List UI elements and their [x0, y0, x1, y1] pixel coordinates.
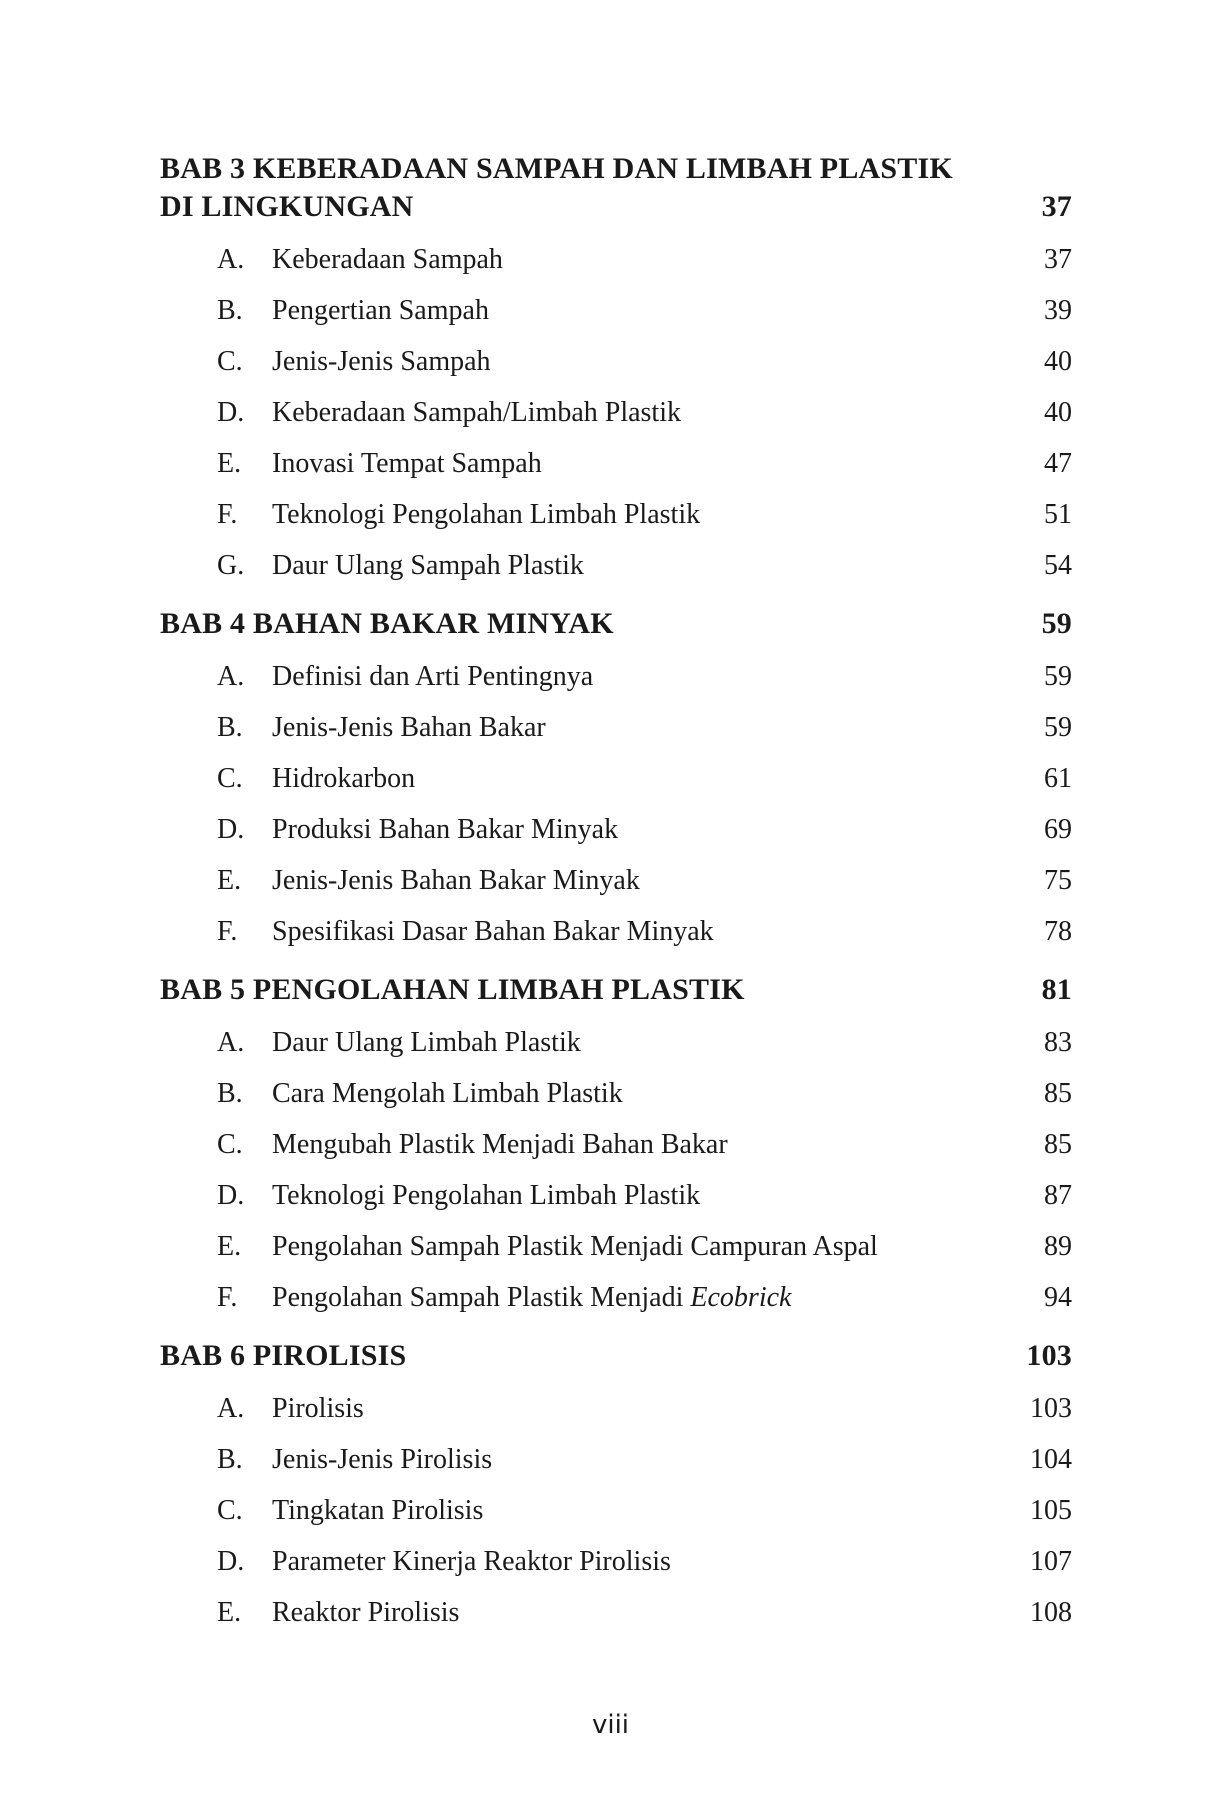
chapter-page-number: 103: [1026, 1339, 1072, 1372]
toc-entry: [160, 1434, 1072, 1485]
entry-letter: C.: [217, 1129, 243, 1160]
chapter-title: BAB 4 BAHAN BAKAR MINYAK: [160, 607, 614, 640]
entry-title: Cara Mengolah Limbah Plastik: [272, 1078, 623, 1109]
entry-page-number: 69: [1044, 814, 1072, 845]
toc-entry: [160, 1017, 1072, 1068]
chapter-bab-4: [160, 605, 1072, 957]
entry-letter: B.: [217, 295, 243, 326]
entry-page-number: 107: [1030, 1546, 1072, 1577]
entry-title: Pengertian Sampah: [272, 295, 489, 326]
entry-page-number: 85: [1044, 1078, 1072, 1109]
chapter-bab-5: [160, 971, 1072, 1323]
entry-title: Keberadaan Sampah: [272, 244, 503, 275]
entry-page-number: 47: [1044, 448, 1072, 479]
entry-page-number: 108: [1030, 1597, 1072, 1628]
chapter-title: BAB 6 PIROLISIS: [160, 1339, 407, 1372]
toc-entry: [160, 1272, 1072, 1323]
chapter-heading: [160, 150, 1072, 226]
entry-letter: C.: [217, 763, 243, 794]
entry-letter: D.: [217, 1180, 245, 1211]
chapter-page-number: 37: [1041, 190, 1072, 223]
entry-list: [160, 1017, 1072, 1323]
toc-entry: [160, 438, 1072, 489]
entry-letter: F.: [217, 916, 238, 947]
toc-entry: [160, 1587, 1072, 1638]
toc-entry: [160, 1536, 1072, 1587]
entry-page-number: 94: [1044, 1282, 1072, 1313]
entry-page-number: 89: [1044, 1231, 1072, 1262]
entry-letter: F.: [217, 1282, 238, 1313]
entry-letter: E.: [217, 448, 242, 479]
entry-page-number: 103: [1030, 1393, 1072, 1424]
toc-entry: [160, 855, 1072, 906]
toc-entry: [160, 540, 1072, 591]
entry-page-number: 75: [1044, 865, 1072, 896]
entry-letter: A.: [217, 661, 245, 692]
entry-title: Daur Ulang Limbah Plastik: [272, 1027, 581, 1058]
chapter-page-number: 59: [1041, 607, 1072, 640]
entry-title: Teknologi Pengolahan Limbah Plastik: [272, 499, 701, 530]
entry-page-number: 51: [1044, 499, 1072, 530]
toc-entry: [160, 234, 1072, 285]
toc-entry: [160, 285, 1072, 336]
toc-entry: [160, 1221, 1072, 1272]
entry-title: Hidrokarbon: [272, 763, 416, 794]
toc-entry: [160, 753, 1072, 804]
entry-title: Teknologi Pengolahan Limbah Plastik: [272, 1180, 701, 1211]
entry-title: Jenis-Jenis Bahan Bakar: [272, 712, 546, 743]
entry-letter: F.: [217, 499, 238, 530]
entry-letter: B.: [217, 1078, 243, 1109]
entry-list: [160, 651, 1072, 957]
entry-title: Produksi Bahan Bakar Minyak: [272, 814, 619, 845]
entry-title: Daur Ulang Sampah Plastik: [272, 550, 584, 581]
entry-page-number: 54: [1044, 550, 1072, 581]
entry-letter: D.: [217, 1546, 245, 1577]
entry-letter: G.: [217, 550, 245, 581]
chapter-bab-3: [160, 150, 1072, 591]
toc-entry: [160, 336, 1072, 387]
entry-letter: C.: [217, 1495, 243, 1526]
entry-page-number: 40: [1044, 346, 1072, 377]
entry-title: Inovasi Tempat Sampah: [272, 448, 542, 479]
entry-title: Mengubah Plastik Menjadi Bahan Bakar: [272, 1129, 728, 1160]
toc-entry: [160, 651, 1072, 702]
entry-page-number: 59: [1044, 712, 1072, 743]
entry-title: Jenis-Jenis Sampah: [272, 346, 491, 377]
toc-entry: [160, 1485, 1072, 1536]
entry-page-number: 39: [1044, 295, 1072, 326]
chapter-heading: [160, 1337, 1072, 1375]
entry-letter: E.: [217, 1231, 242, 1262]
entry-page-number: 78: [1044, 916, 1072, 947]
entry-letter: E.: [217, 865, 242, 896]
entry-list: [160, 234, 1072, 591]
entry-page-number: 87: [1044, 1180, 1072, 1211]
toc-entry: [160, 1068, 1072, 1119]
entry-title: Parameter Kinerja Reaktor Pirolisis: [272, 1546, 671, 1577]
entry-letter: A.: [217, 1393, 245, 1424]
toc-entry: [160, 387, 1072, 438]
toc-entry: [160, 702, 1072, 753]
chapter-heading: [160, 971, 1072, 1009]
entry-title: Reaktor Pirolisis: [272, 1597, 460, 1628]
entry-letter: C.: [217, 346, 243, 377]
toc-entry: [160, 1119, 1072, 1170]
entry-page-number: 104: [1030, 1444, 1072, 1475]
entry-page-number: 40: [1044, 397, 1072, 428]
entry-letter: A.: [217, 244, 245, 275]
entry-page-number: 83: [1044, 1027, 1072, 1058]
chapter-page-number: 81: [1041, 973, 1072, 1006]
toc-entry: [160, 1383, 1072, 1434]
entry-letter: D.: [217, 397, 245, 428]
entry-letter: E.: [217, 1597, 242, 1628]
toc-entry: [160, 906, 1072, 957]
chapter-heading: [160, 605, 1072, 643]
entry-page-number: 37: [1044, 244, 1072, 275]
entry-title: Definisi dan Arti Pentingnya: [272, 661, 594, 692]
entry-page-number: 59: [1044, 661, 1072, 692]
entry-title: Jenis-Jenis Bahan Bakar Minyak: [272, 865, 640, 896]
entry-title: Pengolahan Sampah Plastik Menjadi Campuran Aspal: [272, 1231, 878, 1262]
entry-title: Pirolisis: [272, 1393, 364, 1424]
entry-page-number: 105: [1030, 1495, 1072, 1526]
toc-entry: [160, 804, 1072, 855]
entry-letter: B.: [217, 1444, 243, 1475]
entry-title: Keberadaan Sampah/Limbah Plastik: [272, 397, 681, 428]
entry-page-number: 61: [1044, 763, 1072, 794]
chapter-title: BAB 3 KEBERADAAN SAMPAH DAN LIMBAH PLASTIK DI LINGKUNGAN: [160, 152, 953, 223]
entry-list: [160, 1383, 1072, 1638]
chapter-bab-6: [160, 1337, 1072, 1638]
entry-letter: A.: [217, 1027, 245, 1058]
entry-title: Jenis-Jenis Pirolisis: [272, 1444, 493, 1475]
entry-title: Spesifikasi Dasar Bahan Bakar Minyak: [272, 916, 714, 947]
entry-page-number: 85: [1044, 1129, 1072, 1160]
entry-title-text: Pengolahan Sampah Plastik Menjadi: [272, 1282, 684, 1313]
table-of-contents: [160, 150, 1072, 1652]
entry-title-italic: Ecobrick: [690, 1282, 792, 1313]
toc-entry: [160, 1170, 1072, 1221]
entry-title: [272, 1272, 791, 1323]
chapter-title: BAB 5 PENGOLAHAN LIMBAH PLASTIK: [160, 973, 745, 1006]
entry-letter: D.: [217, 814, 245, 845]
page-number-footer: viii: [591, 1710, 630, 1740]
entry-title: Tingkatan Pirolisis: [272, 1495, 484, 1526]
entry-letter: B.: [217, 712, 243, 743]
toc-entry: [160, 489, 1072, 540]
